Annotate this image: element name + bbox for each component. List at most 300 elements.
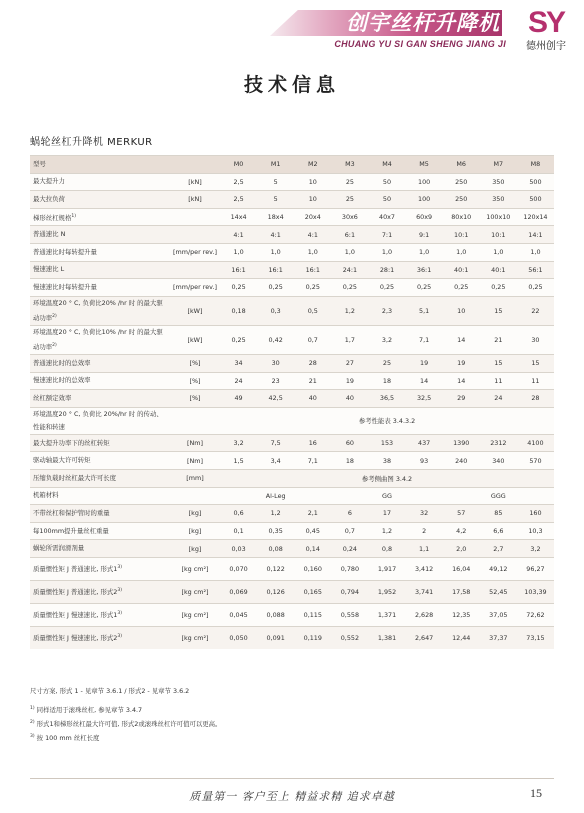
row-label-text: 环境温度20 ° C, 负荷比10% /hr 时 的最大驱动功率 [33, 327, 163, 351]
row-label-text: 蜗轮所需润滑剂量 [33, 544, 85, 553]
table-cell: 50 [368, 191, 405, 209]
row-label-footnote-mark: 3) [117, 611, 122, 617]
row-unit: [mm/per rev.] [170, 279, 220, 297]
table-cell: 11 [480, 372, 517, 390]
table-cell: 153 [368, 434, 405, 452]
row-label [30, 580, 170, 603]
table-cell: 24:1 [331, 261, 368, 279]
row-label-text: 普通速比时的总效率 [33, 358, 91, 367]
table-cell: 16,04 [443, 557, 480, 580]
material-group-cell: GG [331, 487, 442, 505]
merged-cell: 参考侧曲图 3.4.2 [220, 469, 554, 487]
table-cell: 2,647 [406, 626, 443, 649]
table-cell: 0,7 [331, 522, 368, 540]
table-cell: 17 [368, 505, 405, 523]
table-cell: 14x4 [220, 208, 257, 226]
table-cell: 12,35 [443, 603, 480, 626]
table-cell: 0,122 [257, 557, 294, 580]
table-cell: 0,119 [294, 626, 331, 649]
row-unit [170, 407, 220, 434]
table-cell: 18 [368, 372, 405, 390]
table-cell: 1,371 [368, 603, 405, 626]
table-cell: 40 [294, 390, 331, 408]
row-label [30, 156, 170, 174]
row-label [30, 296, 170, 325]
row-label-text: 最大提升功率下的丝杠转矩 [33, 438, 110, 447]
table-cell: 25 [331, 173, 368, 191]
table-cell: 3,2 [517, 540, 554, 558]
model-header-cell: M5 [406, 156, 443, 174]
table-cell: 85 [480, 505, 517, 523]
table-row [30, 487, 554, 505]
row-label-text: 最大拉负荷 [33, 194, 65, 203]
table-cell: 9:1 [406, 226, 443, 244]
row-unit: [%] [170, 390, 220, 408]
table-cell: 1,2 [331, 296, 368, 325]
table-cell: 7,1 [406, 325, 443, 354]
table-cell: 2 [406, 522, 443, 540]
table-cell: 0,7 [294, 325, 331, 354]
row-label [30, 390, 170, 408]
table-cell: 50 [368, 173, 405, 191]
table-row [30, 372, 554, 390]
row-label-footnote-mark: 3) [117, 634, 122, 640]
row-unit: [kW] [170, 325, 220, 354]
table-cell: 1390 [443, 434, 480, 452]
table-cell: 30 [257, 355, 294, 373]
table-cell: 0,069 [220, 580, 257, 603]
company-logo [516, 6, 576, 56]
row-unit: [Nm] [170, 434, 220, 452]
logo-mark: SY [527, 6, 565, 39]
table-cell: 0,070 [220, 557, 257, 580]
row-unit: [kg] [170, 540, 220, 558]
table-cell: 100x10 [480, 208, 517, 226]
table-cell: 0,160 [294, 557, 331, 580]
table-cell: 16 [294, 434, 331, 452]
table-cell: 0,25 [257, 279, 294, 297]
row-label-text: 每100mm提升量丝杠重量 [33, 526, 109, 535]
spec-table [30, 155, 554, 649]
table-cell: 93 [406, 452, 443, 470]
footer-divider [30, 778, 554, 779]
table-cell: 160 [517, 505, 554, 523]
row-label-text: 质量惯性矩 J 慢速速比, 形式1 [33, 611, 118, 620]
table-cell: 0,25 [220, 279, 257, 297]
table-cell: 60x9 [406, 208, 443, 226]
table-cell: 10:1 [443, 226, 480, 244]
table-cell: 16:1 [294, 261, 331, 279]
table-cell: 40x7 [368, 208, 405, 226]
table-cell: 6:1 [331, 226, 368, 244]
table-cell: 37,37 [480, 626, 517, 649]
table-cell: 0,091 [257, 626, 294, 649]
table-row [30, 226, 554, 244]
row-label-text: 质量惯性矩 J 普通速比, 形式1 [33, 565, 118, 574]
table-cell: 0,126 [257, 580, 294, 603]
row-unit: [kg cm²] [170, 580, 220, 603]
table-cell: 17,58 [443, 580, 480, 603]
header-banner [0, 0, 584, 62]
table-cell: 22 [517, 296, 554, 325]
banner-title: 创宇丝杆升降机 [346, 11, 500, 35]
row-label-text: 环境温度20 ° C, 负荷比20% /hr 时 的最大驱动功率 [33, 298, 163, 322]
row-label-text: 质量惯性矩 J 普通速比, 形式2 [33, 588, 118, 597]
footnote-1 [30, 702, 550, 716]
table-cell: 0,25 [220, 325, 257, 354]
row-label-text: 机箱材料 [33, 491, 59, 500]
table-cell: 21 [294, 372, 331, 390]
table-cell: 1,0 [331, 243, 368, 261]
model-header-cell: M4 [368, 156, 405, 174]
table-row [30, 452, 554, 470]
table-cell: 0,42 [257, 325, 294, 354]
table-cell: 3,741 [406, 580, 443, 603]
banner-subtitle: CHUANG YU SI GAN SHENG JIANG JI [334, 39, 506, 49]
material-group-cell: Al-Leg [220, 487, 331, 505]
footer-slogan: 质量第一 客户至上 精益求精 追求卓越 [189, 790, 395, 803]
footnote-2 [30, 716, 550, 730]
table-cell: 25 [368, 355, 405, 373]
row-label-footnote-mark: 1) [71, 213, 76, 219]
table-cell: 19 [406, 355, 443, 373]
table-cell: 0,088 [257, 603, 294, 626]
table-cell: 4100 [517, 434, 554, 452]
table-cell: 0,165 [294, 580, 331, 603]
row-label-text: 慢速速比时的总效率 [33, 376, 91, 385]
table-cell: 25 [331, 191, 368, 209]
table-cell: 56:1 [517, 261, 554, 279]
row-unit: [mm] [170, 469, 220, 487]
table-cell: 49,12 [480, 557, 517, 580]
model-header-cell: M7 [480, 156, 517, 174]
table-cell: 240 [443, 452, 480, 470]
table-row [30, 390, 554, 408]
table-cell: 12,44 [443, 626, 480, 649]
table-row [30, 557, 554, 580]
row-label [30, 540, 170, 558]
table-cell: 0,3 [257, 296, 294, 325]
table-cell: 0,25 [294, 279, 331, 297]
table-cell: 0,045 [220, 603, 257, 626]
table-cell: 19 [331, 372, 368, 390]
table-cell: 120x14 [517, 208, 554, 226]
row-unit: [kg] [170, 522, 220, 540]
table-cell: 18 [331, 452, 368, 470]
table-cell: 1,1 [406, 540, 443, 558]
table-cell: 36,5 [368, 390, 405, 408]
table-cell: 437 [406, 434, 443, 452]
table-cell: 18x4 [257, 208, 294, 226]
table-cell: 11 [517, 372, 554, 390]
table-cell: 1,2 [368, 522, 405, 540]
footnote-1-mark: 1) [30, 706, 35, 711]
page-number: 15 [530, 786, 542, 800]
table-cell: 4:1 [257, 226, 294, 244]
merged-cell: 参考性能表 3.4.3.2 [220, 407, 554, 434]
table-cell: 32,5 [406, 390, 443, 408]
table-cell: 96,27 [517, 557, 554, 580]
table-cell: 0,050 [220, 626, 257, 649]
table-row [30, 243, 554, 261]
table-cell: 1,0 [220, 243, 257, 261]
table-cell: 10 [294, 173, 331, 191]
table-cell: 0,25 [368, 279, 405, 297]
table-cell: 19 [443, 355, 480, 373]
row-unit: [%] [170, 372, 220, 390]
table-cell: 1,2 [257, 505, 294, 523]
table-cell: 14 [443, 372, 480, 390]
table-cell: 5 [257, 173, 294, 191]
table-cell: 2,5 [220, 191, 257, 209]
row-label [30, 434, 170, 452]
table-cell: 0,25 [443, 279, 480, 297]
table-cell: 57 [443, 505, 480, 523]
row-label [30, 226, 170, 244]
row-label-text: 压缩负载时丝杠最大许可长度 [33, 473, 117, 482]
row-label [30, 557, 170, 580]
row-unit: [kg] [170, 505, 220, 523]
footnote-1-text: 同样适用于滚珠丝杠, 参见章节 3.4.7 [36, 706, 143, 715]
table-cell: 30 [517, 325, 554, 354]
row-label-text: 慢速速比 L [33, 265, 65, 274]
row-unit: [kg cm²] [170, 626, 220, 649]
table-cell: 32 [406, 505, 443, 523]
table-cell: 10 [294, 191, 331, 209]
table-cell: 0,780 [331, 557, 368, 580]
table-cell: 0,25 [480, 279, 517, 297]
row-label-text: 普通速比 N [33, 230, 66, 239]
table-cell: 72,62 [517, 603, 554, 626]
table-cell: 2312 [480, 434, 517, 452]
table-cell: 1,381 [368, 626, 405, 649]
row-label-text: 丝杠额定效率 [33, 393, 72, 402]
table-cell: 28 [294, 355, 331, 373]
table-cell: 37,05 [480, 603, 517, 626]
logo-text: 德州创宇 [526, 41, 566, 52]
row-label-text: 环境温度20 ° C, 负荷比 20%/hr 时 的传动、性能和转速 [33, 409, 163, 431]
table-row [30, 355, 554, 373]
row-label-footnote-mark: 2) [52, 313, 57, 319]
row-unit [170, 487, 220, 505]
row-label [30, 487, 170, 505]
row-label [30, 355, 170, 373]
table-cell: 27 [331, 355, 368, 373]
row-label-footnote-mark: 3) [117, 588, 122, 594]
table-cell: 0,24 [331, 540, 368, 558]
footnote-3-text: 按 100 mm 丝杠长度 [36, 734, 100, 743]
table-cell: 570 [517, 452, 554, 470]
table-cell: 28 [517, 390, 554, 408]
row-unit: [kg cm²] [170, 603, 220, 626]
table-cell: 4:1 [220, 226, 257, 244]
table-cell: 1,0 [406, 243, 443, 261]
table-cell: 500 [517, 173, 554, 191]
table-cell: 0,8 [368, 540, 405, 558]
row-label-text: 质量惯性矩 J 慢速速比, 形式2 [33, 634, 118, 643]
table-cell: 5,1 [406, 296, 443, 325]
table-cell: 1,0 [443, 243, 480, 261]
table-cell: 0,552 [331, 626, 368, 649]
table-cell: 0,6 [220, 505, 257, 523]
table-header-row [30, 156, 554, 174]
table-row [30, 505, 554, 523]
table-cell: 100 [406, 173, 443, 191]
row-label [30, 603, 170, 626]
table-cell: 15 [517, 355, 554, 373]
table-cell: 20x4 [294, 208, 331, 226]
row-unit [170, 156, 220, 174]
table-cell: 7,1 [294, 452, 331, 470]
table-cell: 1,917 [368, 557, 405, 580]
table-row [30, 540, 554, 558]
table-cell: 24 [480, 390, 517, 408]
table-cell: 3,2 [220, 434, 257, 452]
table-cell: 28:1 [368, 261, 405, 279]
table-cell: 0,03 [220, 540, 257, 558]
table-cell: 7:1 [368, 226, 405, 244]
table-cell: 1,7 [331, 325, 368, 354]
row-label-text: 驱动轴最大许可转矩 [33, 456, 91, 465]
row-unit: [kN] [170, 173, 220, 191]
table-row [30, 173, 554, 191]
table-cell: 14:1 [517, 226, 554, 244]
table-cell: 52,45 [480, 580, 517, 603]
row-label [30, 261, 170, 279]
table-cell: 2,5 [220, 173, 257, 191]
table-cell: 0,14 [294, 540, 331, 558]
table-cell: 0,5 [294, 296, 331, 325]
model-header-cell: M3 [331, 156, 368, 174]
table-cell: 0,25 [406, 279, 443, 297]
table-cell: 100 [406, 191, 443, 209]
table-cell: 0,25 [517, 279, 554, 297]
row-label [30, 469, 170, 487]
table-row [30, 279, 554, 297]
table-row [30, 603, 554, 626]
table-cell: 5 [257, 191, 294, 209]
table-cell: 103,39 [517, 580, 554, 603]
row-unit: [kN] [170, 191, 220, 209]
table-cell: 1,0 [257, 243, 294, 261]
table-cell: 0,08 [257, 540, 294, 558]
table-cell: 0,45 [294, 522, 331, 540]
table-cell: 29 [443, 390, 480, 408]
row-label-footnote-mark: 3) [117, 565, 122, 571]
table-cell: 15 [480, 296, 517, 325]
table-cell: 1,952 [368, 580, 405, 603]
table-row [30, 191, 554, 209]
table-row [30, 296, 554, 325]
page-title: 技术信息 [243, 74, 340, 96]
row-label [30, 208, 170, 226]
row-unit [170, 261, 220, 279]
table-cell: 3,4 [257, 452, 294, 470]
table-row [30, 434, 554, 452]
table-row [30, 522, 554, 540]
table-cell: 23 [257, 372, 294, 390]
table-cell: 38 [368, 452, 405, 470]
table-cell: 10 [443, 296, 480, 325]
table-cell: 2,0 [443, 540, 480, 558]
row-unit: [mm/per rev.] [170, 243, 220, 261]
table-cell: 2,3 [368, 296, 405, 325]
row-label [30, 407, 170, 434]
table-cell: 0,794 [331, 580, 368, 603]
table-cell: 0,115 [294, 603, 331, 626]
table-cell: 10:1 [480, 226, 517, 244]
row-unit [170, 208, 220, 226]
table-cell: 40:1 [443, 261, 480, 279]
table-row [30, 626, 554, 649]
table-cell: 250 [443, 173, 480, 191]
footnotes [30, 684, 550, 744]
table-cell: 60 [331, 434, 368, 452]
footnote-2-text: 形式1和梯形丝杠最大许可值, 形式2或滚珠丝杠许可值可以更高。 [36, 720, 222, 729]
row-label [30, 452, 170, 470]
table-cell: 1,0 [517, 243, 554, 261]
footnote-3-mark: 3) [30, 734, 35, 739]
table-cell: 16:1 [257, 261, 294, 279]
table-cell: 16:1 [220, 261, 257, 279]
table-cell: 6 [331, 505, 368, 523]
table-row [30, 208, 554, 226]
footnote-2-mark: 2) [30, 720, 35, 725]
table-cell: 340 [480, 452, 517, 470]
table-cell: 2,628 [406, 603, 443, 626]
table-cell: 14 [443, 325, 480, 354]
row-label-text: 最大提升力 [33, 177, 65, 186]
row-label-text: 慢速速比时每转提升量 [33, 282, 97, 291]
table-cell: 2,7 [480, 540, 517, 558]
table-cell: 2,1 [294, 505, 331, 523]
table-cell: 21 [480, 325, 517, 354]
size-note: 尺寸方案, 形式 1 - 见章节 3.6.1 / 形式2 - 见章节 3.6.2 [30, 687, 190, 695]
row-label [30, 173, 170, 191]
table-cell: 7,5 [257, 434, 294, 452]
table-row [30, 325, 554, 354]
table-cell: 4,2 [443, 522, 480, 540]
table-cell: 350 [480, 173, 517, 191]
table-cell: 1,0 [368, 243, 405, 261]
row-unit: [%] [170, 355, 220, 373]
table-cell: 14 [406, 372, 443, 390]
row-unit: [kW] [170, 296, 220, 325]
footnote-3 [30, 730, 550, 744]
row-label-text: 普通速比时每转提升量 [33, 247, 97, 256]
section-subtitle: 蜗轮丝杠升降机 MERKUR [30, 137, 153, 148]
row-label [30, 325, 170, 354]
table-cell: 24 [220, 372, 257, 390]
row-label [30, 626, 170, 649]
row-label [30, 372, 170, 390]
table-cell: 0,18 [220, 296, 257, 325]
table-cell: 80x10 [443, 208, 480, 226]
row-label-text: 不带丝杠和保护管时的重量 [33, 508, 110, 517]
row-unit: [Nm] [170, 452, 220, 470]
table-cell: 350 [480, 191, 517, 209]
model-header-cell: M1 [257, 156, 294, 174]
table-cell: 1,0 [480, 243, 517, 261]
table-row [30, 407, 554, 434]
table-cell: 0,558 [331, 603, 368, 626]
row-label [30, 243, 170, 261]
table-cell: 3,2 [368, 325, 405, 354]
table-cell: 49 [220, 390, 257, 408]
table-cell: 250 [443, 191, 480, 209]
table-cell: 15 [480, 355, 517, 373]
row-label-text: 型号 [33, 159, 46, 168]
